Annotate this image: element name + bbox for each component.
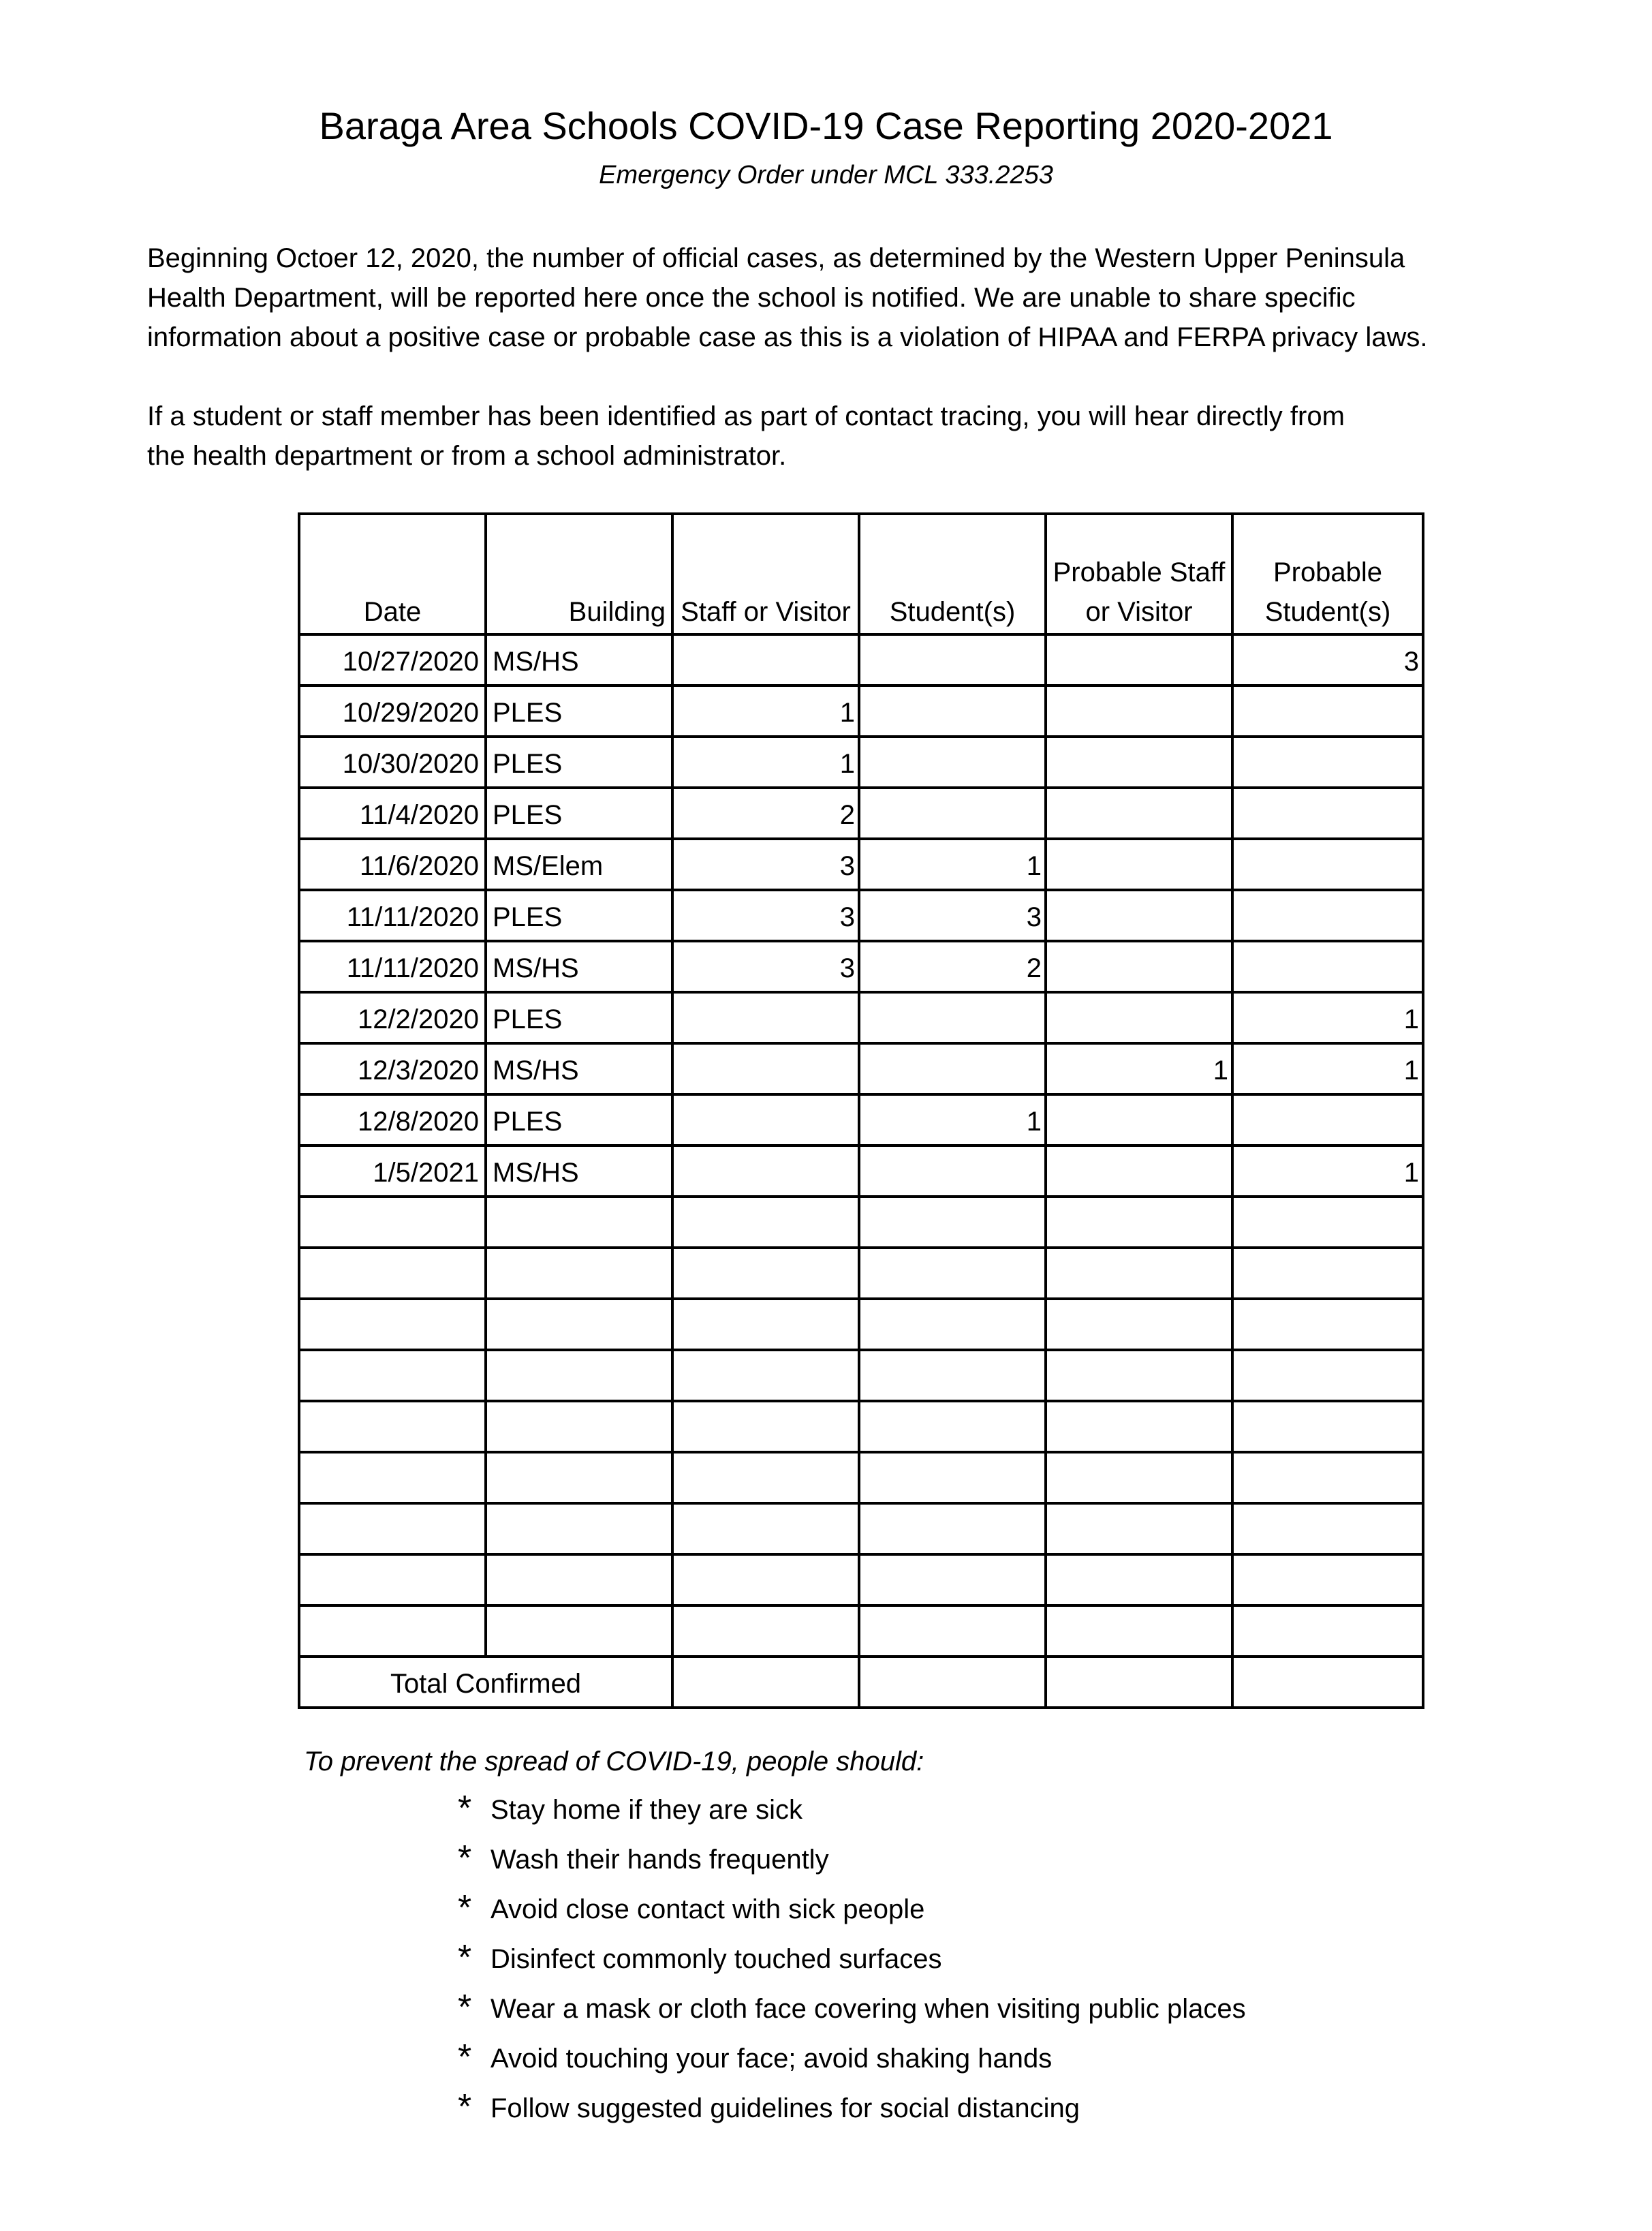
- table-cell-empty: [1046, 1401, 1232, 1452]
- table-cell-empty: [1232, 1299, 1423, 1350]
- asterisk-bullet-icon: *: [458, 1988, 472, 2027]
- table-cell-empty: [859, 1452, 1046, 1503]
- header-date: Date: [299, 514, 486, 634]
- table-cell-empty: [672, 1554, 859, 1605]
- cell-date: 10/29/2020: [299, 686, 486, 737]
- table-row-empty: [299, 1503, 1423, 1554]
- table-cell-empty: [1046, 1452, 1232, 1503]
- cell-building: MS/Elem: [486, 839, 672, 890]
- total-cell: [1232, 1657, 1423, 1708]
- table-row: [299, 992, 1423, 1043]
- table-cell-empty: [486, 1401, 672, 1452]
- cell-students: 3: [859, 890, 1046, 941]
- table-row: [299, 634, 1423, 686]
- total-cell: [672, 1657, 859, 1708]
- cell-students: [859, 992, 1046, 1043]
- table-cell-empty: [299, 1197, 486, 1248]
- prevention-tip-text: Avoid close contact with sick people: [490, 1894, 925, 1924]
- table-row-empty: [299, 1248, 1423, 1299]
- table-cell-empty: [486, 1503, 672, 1554]
- table-row-empty: [299, 1401, 1423, 1452]
- prevention-tips-list: [458, 1789, 1246, 2138]
- cell-building: PLES: [486, 788, 672, 839]
- intro-line: information about a positive case or probable case as this is a violation of HIPAA and FERPA privacy laws.: [147, 322, 1428, 352]
- table-row: [299, 788, 1423, 839]
- cell-building: PLES: [486, 890, 672, 941]
- table-row-empty: [299, 1299, 1423, 1350]
- table-cell-empty: [1232, 1350, 1423, 1401]
- cell-students: [859, 737, 1046, 788]
- table-cell-empty: [1232, 1248, 1423, 1299]
- cell-staff-or-visitor: [672, 634, 859, 686]
- table-row: [299, 737, 1423, 788]
- table-row-empty: [299, 1554, 1423, 1605]
- cell-building: PLES: [486, 992, 672, 1043]
- cell-probable-students: [1232, 737, 1423, 788]
- cell-students: 1: [859, 1094, 1046, 1145]
- table-cell-empty: [672, 1197, 859, 1248]
- header-staff-or-visitor: Staff or Visitor: [672, 514, 859, 634]
- header-probable-staff-line2: or Visitor: [1085, 597, 1193, 627]
- header-building: Building: [486, 514, 672, 634]
- cell-students: 2: [859, 941, 1046, 992]
- cell-students: [859, 686, 1046, 737]
- table-cell-empty: [299, 1503, 486, 1554]
- cell-probable-staff: [1046, 890, 1232, 941]
- cell-probable-staff: [1046, 839, 1232, 890]
- table-cell-empty: [1046, 1350, 1232, 1401]
- cell-students: 1: [859, 839, 1046, 890]
- table-row: [299, 1094, 1423, 1145]
- contact-tracing-line: If a student or staff member has been identified as part of contact tracing, you will hear directly from: [147, 401, 1345, 431]
- table-cell-empty: [486, 1452, 672, 1503]
- cell-students: [859, 1043, 1046, 1094]
- table-cell-empty: [859, 1401, 1046, 1452]
- table-cell-empty: [1232, 1197, 1423, 1248]
- cell-probable-staff: 1: [1046, 1043, 1232, 1094]
- table-cell-empty: [672, 1503, 859, 1554]
- table-row-empty: [299, 1197, 1423, 1248]
- intro-line: Beginning Octoer 12, 2020, the number of official cases, as determined by the Western Upper Peninsula: [147, 243, 1405, 273]
- header-probable-students: [1232, 514, 1423, 634]
- cell-students: [859, 1145, 1046, 1197]
- asterisk-bullet-icon: *: [458, 1888, 472, 1928]
- cell-probable-students: [1232, 890, 1423, 941]
- prevention-tip-text: Stay home if they are sick: [490, 1795, 802, 1825]
- page-subtitle: Emergency Order under MCL 333.2253: [599, 161, 1053, 189]
- table-cell-empty: [859, 1605, 1046, 1657]
- cell-building: PLES: [486, 686, 672, 737]
- table-body: [299, 634, 1423, 1708]
- cell-staff-or-visitor: 1: [672, 686, 859, 737]
- cell-probable-students: [1232, 839, 1423, 890]
- cell-probable-students: [1232, 788, 1423, 839]
- cell-probable-staff: [1046, 686, 1232, 737]
- table-row: [299, 1145, 1423, 1197]
- table-row-empty: [299, 1605, 1423, 1657]
- table-cell-empty: [672, 1299, 859, 1350]
- prevention-tip: [458, 2088, 1246, 2138]
- cell-staff-or-visitor: 3: [672, 941, 859, 992]
- table-cell-empty: [1232, 1401, 1423, 1452]
- prevention-tip-text: Wear a mask or cloth face covering when visiting public places: [490, 1994, 1246, 2024]
- cell-probable-staff: [1046, 737, 1232, 788]
- case-table: [298, 512, 1424, 1709]
- table-cell-empty: [486, 1350, 672, 1401]
- table-cell-empty: [299, 1299, 486, 1350]
- cell-building: MS/HS: [486, 941, 672, 992]
- cell-staff-or-visitor: [672, 1145, 859, 1197]
- table-cell-empty: [859, 1299, 1046, 1350]
- cell-probable-students: 1: [1232, 1145, 1423, 1197]
- prevention-tip: [458, 1889, 1246, 1939]
- table-cell-empty: [859, 1350, 1046, 1401]
- cell-probable-staff: [1046, 788, 1232, 839]
- asterisk-bullet-icon: *: [458, 2087, 472, 2127]
- cell-staff-or-visitor: [672, 992, 859, 1043]
- cell-staff-or-visitor: 1: [672, 737, 859, 788]
- prevention-tip-text: Follow suggested guidelines for social distancing: [490, 2093, 1080, 2123]
- cell-probable-staff: [1046, 634, 1232, 686]
- cell-building: PLES: [486, 737, 672, 788]
- cell-building: MS/HS: [486, 1043, 672, 1094]
- table-row: [299, 686, 1423, 737]
- prevention-tip: [458, 1939, 1246, 1988]
- prevention-tip: [458, 1789, 1246, 1839]
- table-row: [299, 1043, 1423, 1094]
- table-cell-empty: [299, 1350, 486, 1401]
- cell-date: 11/4/2020: [299, 788, 486, 839]
- table-cell-empty: [486, 1197, 672, 1248]
- total-cell: [859, 1657, 1046, 1708]
- prevention-tip-text: Avoid touching your face; avoid shaking hands: [490, 2044, 1053, 2074]
- asterisk-bullet-icon: *: [458, 2037, 472, 2077]
- cell-probable-students: [1232, 941, 1423, 992]
- cell-probable-students: [1232, 686, 1423, 737]
- total-cell: [1046, 1657, 1232, 1708]
- cell-date: 11/11/2020: [299, 941, 486, 992]
- cell-probable-staff: [1046, 1145, 1232, 1197]
- cell-probable-students: 1: [1232, 1043, 1423, 1094]
- cell-students: [859, 634, 1046, 686]
- table-cell-empty: [672, 1350, 859, 1401]
- table-cell-empty: [1046, 1197, 1232, 1248]
- cell-date: 1/5/2021: [299, 1145, 486, 1197]
- cell-date: 10/30/2020: [299, 737, 486, 788]
- table-cell-empty: [1046, 1605, 1232, 1657]
- header-probable-students-line2: Student(s): [1264, 597, 1391, 627]
- table-cell-empty: [672, 1248, 859, 1299]
- cell-probable-staff: [1046, 1094, 1232, 1145]
- cell-probable-students: 3: [1232, 634, 1423, 686]
- intro-line: Health Department, will be reported here once the school is notified. We are unable to share specific: [147, 283, 1356, 313]
- table-cell-empty: [672, 1401, 859, 1452]
- table-cell-empty: [1232, 1452, 1423, 1503]
- page-title: Baraga Area Schools COVID-19 Case Reporting 2020-2021: [319, 104, 1333, 147]
- header-probable-staff: [1046, 514, 1232, 634]
- asterisk-bullet-icon: *: [458, 1938, 472, 1978]
- table-cell-empty: [672, 1605, 859, 1657]
- table-cell-empty: [859, 1554, 1046, 1605]
- prevention-tip-text: Disinfect commonly touched surfaces: [490, 1944, 942, 1974]
- prevention-tip: [458, 1988, 1246, 2038]
- table-cell-empty: [1046, 1503, 1232, 1554]
- table-cell-empty: [859, 1503, 1046, 1554]
- prevention-tip: [458, 1839, 1246, 1889]
- table-cell-empty: [486, 1605, 672, 1657]
- table-cell-empty: [1046, 1299, 1232, 1350]
- table-cell-empty: [1046, 1248, 1232, 1299]
- table-row: [299, 941, 1423, 992]
- contact-tracing-paragraph: [147, 397, 1523, 476]
- cell-date: 11/6/2020: [299, 839, 486, 890]
- cell-date: 12/8/2020: [299, 1094, 486, 1145]
- table-cell-empty: [1232, 1503, 1423, 1554]
- header-probable-staff-line1: Probable Staff: [1053, 557, 1226, 587]
- table-cell-empty: [486, 1299, 672, 1350]
- table-cell-empty: [299, 1554, 486, 1605]
- table-cell-empty: [299, 1605, 486, 1657]
- table-cell-empty: [486, 1248, 672, 1299]
- cell-staff-or-visitor: 3: [672, 839, 859, 890]
- table-row: [299, 839, 1423, 890]
- total-row: [299, 1657, 1423, 1708]
- header-probable-students-line1: Probable: [1273, 557, 1383, 587]
- cell-building: MS/HS: [486, 634, 672, 686]
- cell-staff-or-visitor: 3: [672, 890, 859, 941]
- table-row-empty: [299, 1350, 1423, 1401]
- cell-date: 12/2/2020: [299, 992, 486, 1043]
- table-cell-empty: [486, 1554, 672, 1605]
- cell-staff-or-visitor: [672, 1094, 859, 1145]
- total-confirmed-label: Total Confirmed: [299, 1657, 672, 1708]
- table-row-empty: [299, 1452, 1423, 1503]
- cell-staff-or-visitor: [672, 1043, 859, 1094]
- intro-paragraph: [147, 239, 1523, 357]
- asterisk-bullet-icon: *: [458, 1838, 472, 1878]
- table-cell-empty: [1232, 1605, 1423, 1657]
- table-cell-empty: [859, 1248, 1046, 1299]
- table-cell-empty: [672, 1452, 859, 1503]
- cell-date: 12/3/2020: [299, 1043, 486, 1094]
- table-cell-empty: [299, 1452, 486, 1503]
- cell-staff-or-visitor: 2: [672, 788, 859, 839]
- cell-date: 10/27/2020: [299, 634, 486, 686]
- cell-probable-students: 1: [1232, 992, 1423, 1043]
- table-cell-empty: [859, 1197, 1046, 1248]
- table-row: [299, 890, 1423, 941]
- table-cell-empty: [1046, 1554, 1232, 1605]
- table-cell-empty: [299, 1401, 486, 1452]
- cell-building: PLES: [486, 1094, 672, 1145]
- prevention-heading: To prevent the spread of COVID-19, people should:: [304, 1747, 924, 1776]
- cell-probable-staff: [1046, 941, 1232, 992]
- table-header-row: [299, 514, 1423, 634]
- cell-students: [859, 788, 1046, 839]
- cell-probable-staff: [1046, 992, 1232, 1043]
- table-cell-empty: [1232, 1554, 1423, 1605]
- table-cell-empty: [299, 1248, 486, 1299]
- cell-probable-students: [1232, 1094, 1423, 1145]
- header-students: Student(s): [859, 514, 1046, 634]
- cell-date: 11/11/2020: [299, 890, 486, 941]
- prevention-tip-text: Wash their hands frequently: [490, 1845, 829, 1875]
- prevention-tip: [458, 2038, 1246, 2088]
- asterisk-bullet-icon: *: [458, 1789, 472, 1828]
- contact-tracing-line: the health department or from a school administrator.: [147, 441, 787, 471]
- cell-building: MS/HS: [486, 1145, 672, 1197]
